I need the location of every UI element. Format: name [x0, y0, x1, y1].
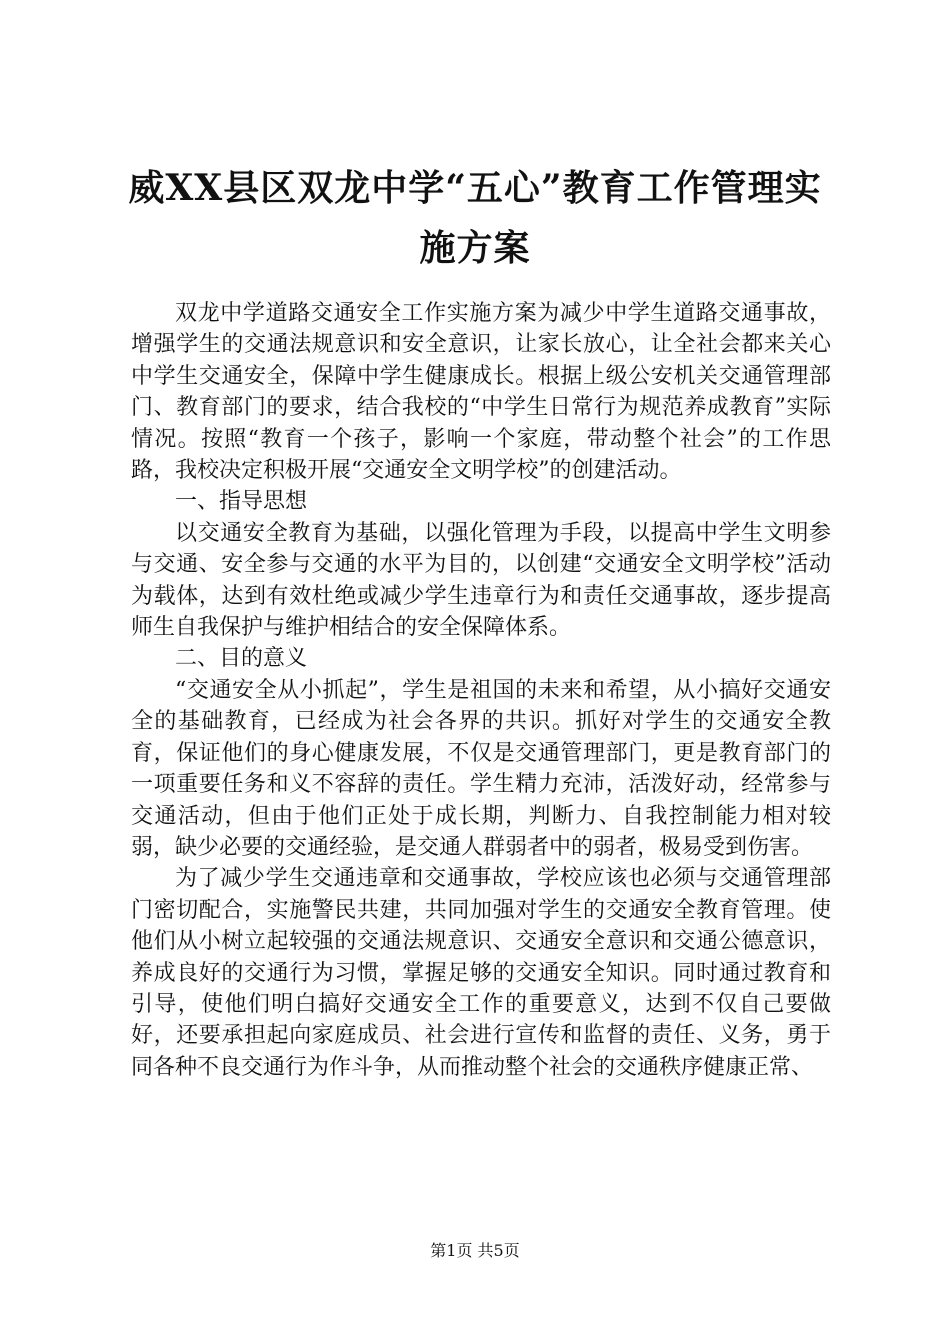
intro-paragraph: 双龙中学道路交通安全工作实施方案为减少中学生道路交通事故，增强学生的交通法规意识和安全意识，让家长放心，让全社会都来关心中学生交通安全，保障中学生健康成长。根据上级公安机关交通管理部门、教育部门的要求，结合我校的“中学生日常行为规范养成教育”实际情况。按照“教育一个孩子，影响一个家庭，带动整个社会”的工作思路，我校决定积极开展“交通安全文明学校”的创建活动。: [131, 301, 831, 484]
guiding-ideology-paragraph: 以交通安全教育为基础，以强化管理为手段，以提高中学生文明参与交通、安全参与交通的水平为目的，以创建“交通安全文明学校”活动为载体，达到有效杜绝或减少学生违章行为和责任交通事故，逐步提高师生自我保护与维护相结合的安全保障体系。: [131, 520, 831, 641]
section-heading-purpose: 二、目的意义: [175, 646, 308, 672]
document-body: [131, 298, 831, 1083]
page-number-footer: 第1页 共5页: [430, 1241, 520, 1260]
document-title: 威XX县区双龙中学“五心”教育工作管理实施方案: [128, 167, 822, 269]
purpose-paragraph: “交通安全从小抓起”，学生是祖国的未来和希望，从小搞好交通安全的基础教育，已经成为社会各界的共识。抓好对学生的交通安全教育，保证他们的身心健康发展，不仅是交通管理部门，更是教育部门的一项重要任务和义不容辞的责任。学生精力充沛，活泼好动，经常参与交通活动，但由于他们正处于成长期，判断力、自我控制能力相对较弱，缺少必要的交通经验，是交通人群弱者中的弱者，极易受到伤害。: [131, 677, 831, 860]
section-heading-guiding-ideology: 一、指导思想: [175, 489, 308, 515]
measures-paragraph: 为了减少学生交通违章和交通事故，学校应该也必须与交通管理部门密切配合，实施警民共建，共同加强对学生的交通安全教育管理。使他们从小树立起较强的交通法规意识、交通安全意识和交通公德意识，养成良好的交通行为习惯，掌握足够的交通安全知识。同时通过教育和引导，使他们明白搞好交通安全工作的重要意义，达到不仅自己要做好，还要承担起向家庭成员、社会进行宣传和监督的责任、义务，勇于同各种不良交通行为作斗争，从而推动整个社会的交通秩序健康正常、: [131, 866, 831, 1080]
